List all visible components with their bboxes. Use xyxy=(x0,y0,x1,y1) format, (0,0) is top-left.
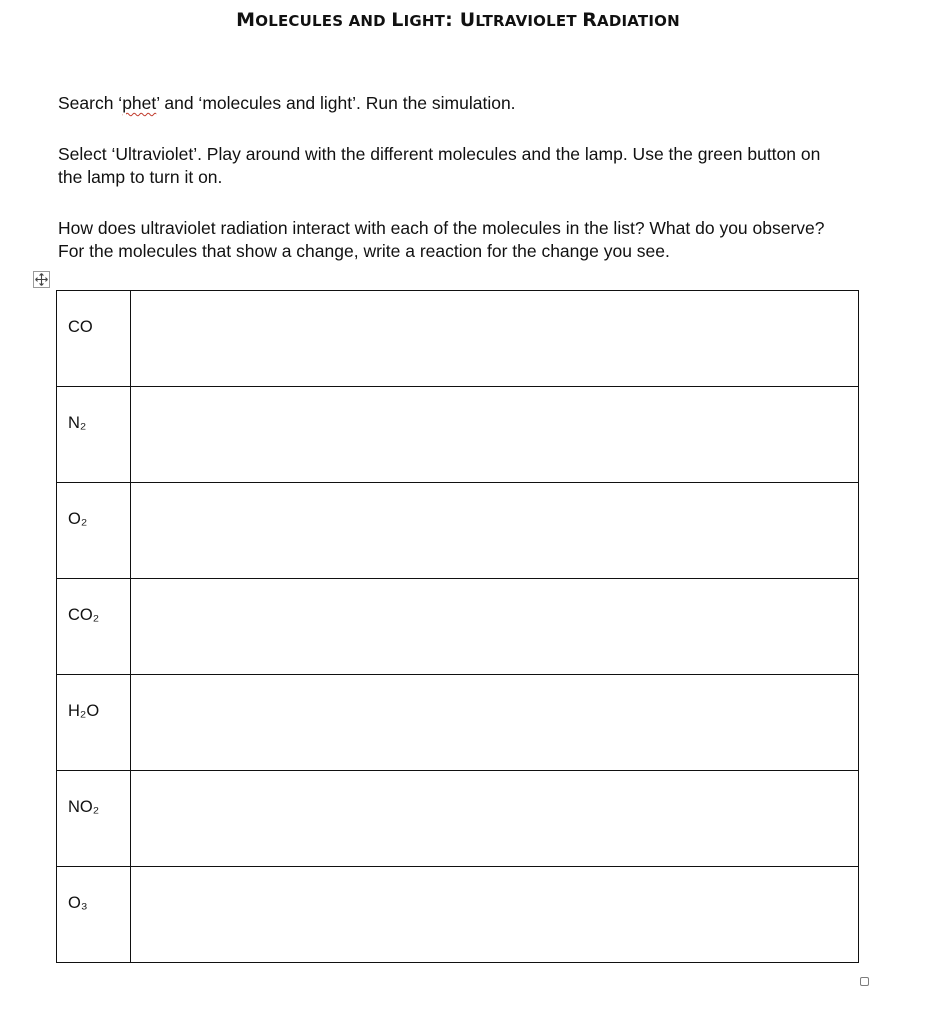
table-move-handle[interactable] xyxy=(33,271,50,288)
page-title: MOLECULES AND LIGHT: ULTRAVIOLET RADIATION xyxy=(236,9,680,31)
table-row xyxy=(57,867,859,963)
answer-cell[interactable] xyxy=(131,867,859,963)
move-arrows-icon xyxy=(35,273,48,286)
molecule-label: NO₂ xyxy=(57,771,131,867)
answer-cell[interactable] xyxy=(131,483,859,579)
molecule-label: O₃ xyxy=(57,867,131,963)
instruction-question: How does ultraviolet radiation interact with each of the molecules in the list? What do you observe? For the molecules that show a change, write a reaction for the change you see. xyxy=(58,218,825,261)
table-row xyxy=(57,291,859,387)
table-row xyxy=(57,387,859,483)
answer-cell[interactable] xyxy=(131,771,859,867)
answer-cell[interactable] xyxy=(131,675,859,771)
answer-cell[interactable] xyxy=(131,387,859,483)
molecule-label: CO xyxy=(57,291,131,387)
molecule-label: N₂ xyxy=(57,387,131,483)
table-resize-icon[interactable] xyxy=(860,977,869,986)
instruction-select-ultraviolet: Select ‘Ultraviolet’. Play around with the different molecules and the lamp. Use the green button on the lamp to turn it on. xyxy=(58,144,821,187)
table-row xyxy=(57,483,859,579)
molecule-table xyxy=(56,290,859,963)
molecule-label: O₂ xyxy=(57,483,131,579)
answer-cell[interactable] xyxy=(131,291,859,387)
spellcheck-flagged-word[interactable]: phet xyxy=(122,93,157,113)
table-row xyxy=(57,771,859,867)
molecule-label: CO₂ xyxy=(57,579,131,675)
table-row xyxy=(57,675,859,771)
table-row xyxy=(57,579,859,675)
answer-cell[interactable] xyxy=(131,579,859,675)
instruction-search: Search ‘phet’ and ‘molecules and light’. Run the simulation. xyxy=(58,93,516,113)
molecule-label: H₂O xyxy=(57,675,131,771)
